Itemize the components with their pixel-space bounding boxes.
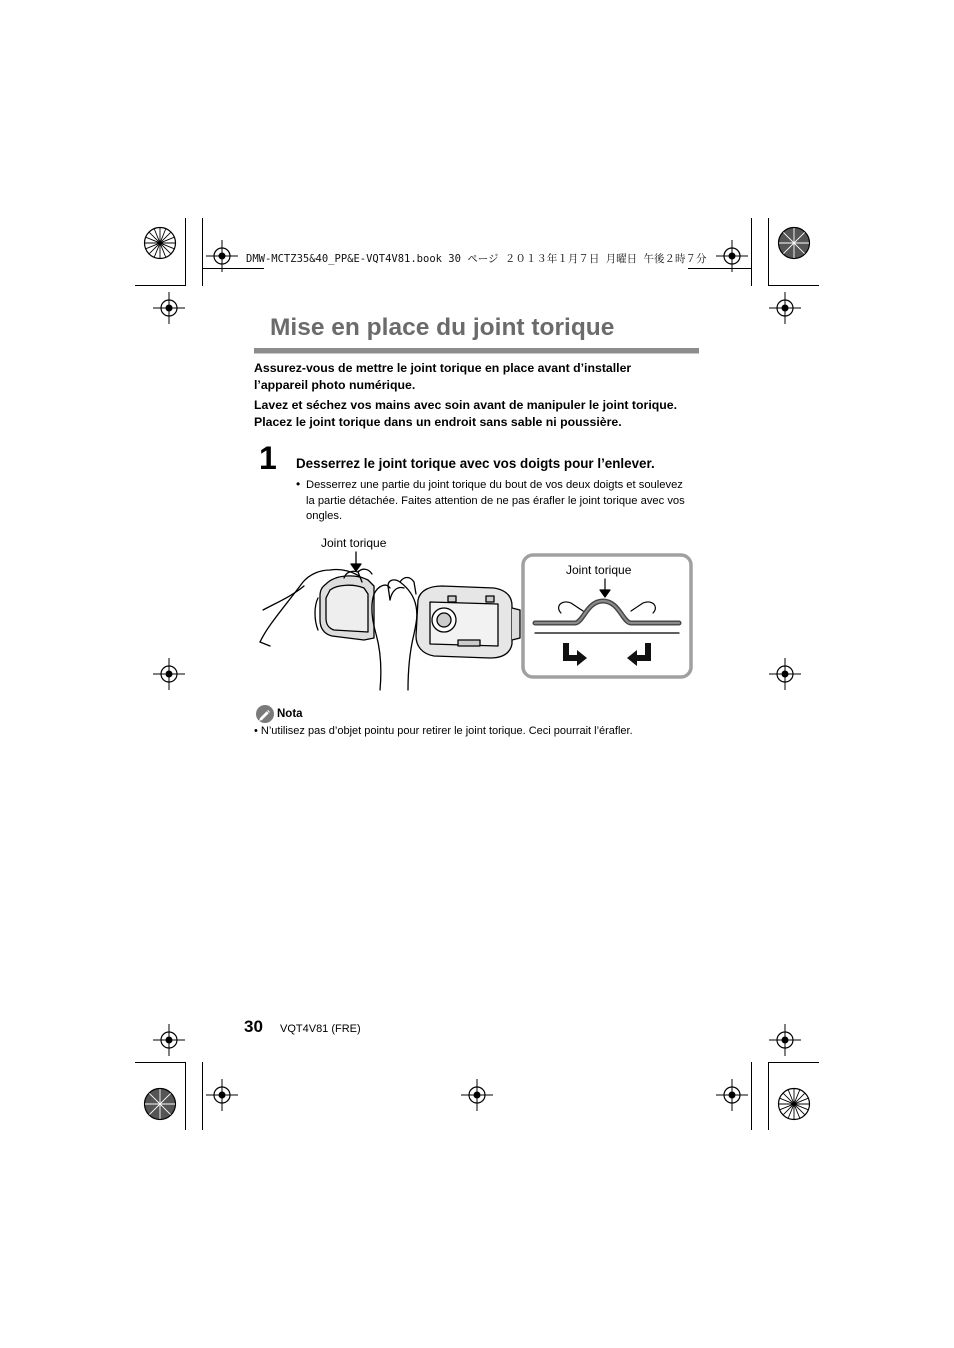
- hands-removing-o-ring-illustration: [258, 550, 523, 692]
- crop-line: [768, 1062, 769, 1130]
- step-bullet-text: Desserrez une partie du joint torique du bout de vos deux doigts et soulevez la partie détachée. Faites attention de ne pas érafler le joint torique avec vos ongles.: [306, 479, 685, 522]
- intro-paragraph-2-line-2: Placez le joint torique dans un endroit sans sable ni poussière.: [254, 415, 622, 429]
- crosshair-target-bottom-left: [153, 1024, 185, 1056]
- intro-paragraph-1-line-1: Assurez-vous de mettre le joint torique en place avant d’installer: [254, 361, 632, 375]
- crop-line: [202, 1062, 203, 1130]
- crosshair-target-top-right: [769, 292, 801, 324]
- intro-paragraph-1: [254, 360, 714, 394]
- illustration-label-left: Joint torique: [321, 536, 387, 550]
- crosshair-target-mid-left: [153, 658, 185, 690]
- crosshair-target-mid-right: [769, 658, 801, 690]
- crop-line: [135, 285, 186, 286]
- illustration-label-right: Joint torique: [566, 563, 632, 577]
- page-title: Mise en place du joint torique: [270, 314, 615, 341]
- registration-disc-top-left: [143, 226, 177, 260]
- page-number: 30: [244, 1017, 263, 1036]
- crosshair-target-top-left: [153, 292, 185, 324]
- crop-line: [768, 285, 819, 286]
- document-code: VQT4V81 (FRE): [280, 1023, 361, 1035]
- crosshair-target-bottom-c: [716, 1079, 748, 1111]
- crop-line: [202, 218, 203, 286]
- title-underline-shadow: [254, 353, 699, 354]
- step-number: 1: [259, 440, 277, 476]
- crop-line: [185, 1062, 186, 1130]
- registration-disc-bottom-right: [777, 1087, 811, 1121]
- crop-line: [768, 1062, 819, 1063]
- registration-disc-bottom-left: [143, 1087, 177, 1121]
- crosshair-target-bottom-right: [769, 1024, 801, 1056]
- step-bullet: •: [296, 477, 301, 491]
- intro-paragraph-2-line-1: Lavez et séchez vos mains avec soin avant de manipuler le joint torique.: [254, 398, 678, 412]
- registration-disc-top-right: [777, 226, 811, 260]
- note-label: Nota: [277, 708, 303, 720]
- note-text: • N’utilisez pas d’objet pointu pour retirer le joint torique. Ceci pourrait l’érafler.: [254, 725, 633, 737]
- crosshair-target-bottom-a: [206, 1079, 238, 1111]
- intro-paragraph-2: [254, 397, 714, 431]
- crop-line: [751, 1062, 752, 1130]
- crop-line: [135, 1062, 186, 1063]
- intro-paragraph-1-line-2: l’appareil photo numérique.: [254, 378, 416, 392]
- book-file-header: DMW-MCTZ35&40_PP&E-VQT4V81.book 30 ページ ２０１３年１月７日 月曜日 午後２時７分: [246, 253, 707, 265]
- crop-line: [688, 268, 752, 269]
- crop-line: [185, 218, 186, 286]
- crop-line: [768, 218, 769, 286]
- crosshair-target-bottom-b: [461, 1079, 493, 1111]
- crop-line: [751, 218, 752, 286]
- note-pencil-icon: [255, 704, 275, 724]
- step-title: Desserrez le joint torique avec vos doigts pour l’enlever.: [296, 456, 655, 471]
- crop-line: [202, 268, 264, 269]
